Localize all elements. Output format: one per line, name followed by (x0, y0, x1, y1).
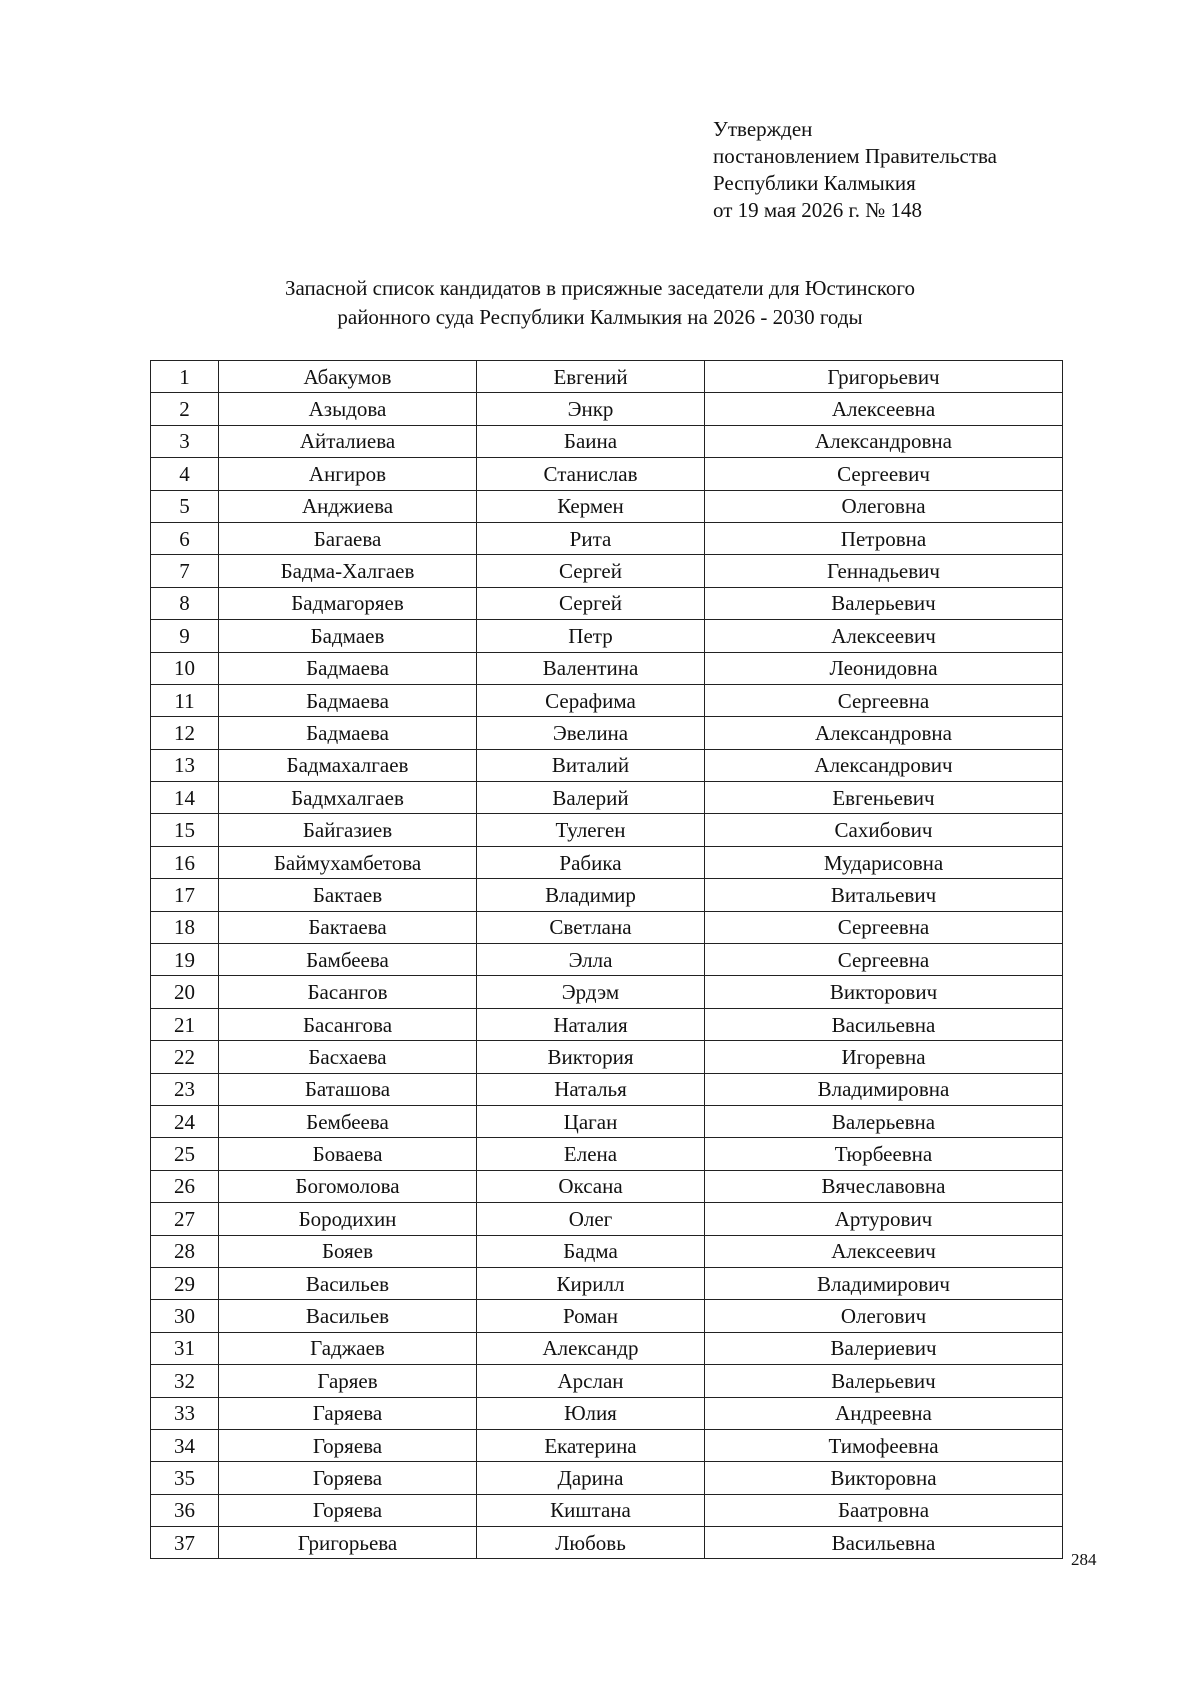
row-number: 3 (151, 425, 219, 457)
first-name-cell: Роман (477, 1300, 705, 1332)
patronymic-cell: Тюрбеевна (705, 1138, 1063, 1170)
table-row (151, 490, 1063, 522)
first-name-cell: Александр (477, 1332, 705, 1364)
patronymic-cell: Владимирович (705, 1267, 1063, 1299)
surname-cell: Горяева (219, 1429, 477, 1461)
table-row (151, 393, 1063, 425)
table-row (151, 1365, 1063, 1397)
row-number: 9 (151, 620, 219, 652)
row-number: 27 (151, 1203, 219, 1235)
patronymic-cell: Валериевич (705, 1332, 1063, 1364)
document-title (150, 274, 1050, 332)
surname-cell: Бояев (219, 1235, 477, 1267)
candidates-table (150, 360, 1063, 1559)
row-number: 34 (151, 1429, 219, 1461)
row-number: 11 (151, 684, 219, 716)
table-row (151, 425, 1063, 457)
table-row (151, 717, 1063, 749)
table-row (151, 1008, 1063, 1040)
first-name-cell: Серафима (477, 684, 705, 716)
first-name-cell: Эрдэм (477, 976, 705, 1008)
surname-cell: Бадма-Халгаев (219, 555, 477, 587)
surname-cell: Басангов (219, 976, 477, 1008)
approval-block (713, 116, 997, 224)
first-name-cell: Валентина (477, 652, 705, 684)
patronymic-cell: Сергеевна (705, 944, 1063, 976)
row-number: 13 (151, 749, 219, 781)
first-name-cell: Сергей (477, 587, 705, 619)
surname-cell: Бадмахалгаев (219, 749, 477, 781)
surname-cell: Бадмаева (219, 717, 477, 749)
patronymic-cell: Мударисовна (705, 846, 1063, 878)
patronymic-cell: Сергеевна (705, 911, 1063, 943)
patronymic-cell: Васильевна (705, 1527, 1063, 1559)
patronymic-cell: Владимировна (705, 1073, 1063, 1105)
surname-cell: Бадмаева (219, 684, 477, 716)
row-number: 33 (151, 1397, 219, 1429)
first-name-cell: Валерий (477, 782, 705, 814)
patronymic-cell: Сахибович (705, 814, 1063, 846)
row-number: 17 (151, 879, 219, 911)
first-name-cell: Виктория (477, 1041, 705, 1073)
row-number: 18 (151, 911, 219, 943)
row-number: 28 (151, 1235, 219, 1267)
first-name-cell: Арслан (477, 1365, 705, 1397)
row-number: 15 (151, 814, 219, 846)
surname-cell: Баймухамбетова (219, 846, 477, 878)
row-number: 20 (151, 976, 219, 1008)
first-name-cell: Наталия (477, 1008, 705, 1040)
first-name-cell: Олег (477, 1203, 705, 1235)
first-name-cell: Киштана (477, 1494, 705, 1526)
surname-cell: Бадмхалгаев (219, 782, 477, 814)
row-number: 21 (151, 1008, 219, 1040)
row-number: 32 (151, 1365, 219, 1397)
patronymic-cell: Валерьевна (705, 1105, 1063, 1137)
table-row (151, 1041, 1063, 1073)
table-row (151, 1462, 1063, 1494)
approval-line-2: постановлением Правительства (713, 144, 998, 168)
row-number: 6 (151, 522, 219, 554)
approval-line-3: Республики Калмыкия (713, 171, 916, 195)
table-row (151, 1267, 1063, 1299)
first-name-cell: Елена (477, 1138, 705, 1170)
first-name-cell: Наталья (477, 1073, 705, 1105)
table-row (151, 911, 1063, 943)
patronymic-cell: Сергеевич (705, 458, 1063, 490)
row-number: 16 (151, 846, 219, 878)
surname-cell: Басангова (219, 1008, 477, 1040)
first-name-cell: Рабика (477, 846, 705, 878)
first-name-cell: Бадма (477, 1235, 705, 1267)
surname-cell: Боваева (219, 1138, 477, 1170)
table-row (151, 587, 1063, 619)
approval-line-4: от 19 мая 2026 г. № 148 (713, 198, 923, 222)
patronymic-cell: Александровна (705, 425, 1063, 457)
surname-cell: Бадмаев (219, 620, 477, 652)
table-row (151, 814, 1063, 846)
patronymic-cell: Игоревна (705, 1041, 1063, 1073)
patronymic-cell: Тимофеевна (705, 1429, 1063, 1461)
row-number: 12 (151, 717, 219, 749)
surname-cell: Богомолова (219, 1170, 477, 1202)
table-row (151, 1170, 1063, 1202)
first-name-cell: Екатерина (477, 1429, 705, 1461)
row-number: 2 (151, 393, 219, 425)
surname-cell: Бактаев (219, 879, 477, 911)
table-row (151, 458, 1063, 490)
surname-cell: Васильев (219, 1267, 477, 1299)
patronymic-cell: Алексеевич (705, 1235, 1063, 1267)
document-title-line-2: районного суда Республики Калмыкия на 2026 - 2030 годы (337, 305, 863, 329)
row-number: 36 (151, 1494, 219, 1526)
first-name-cell: Кирилл (477, 1267, 705, 1299)
patronymic-cell: Алексеевна (705, 393, 1063, 425)
first-name-cell: Юлия (477, 1397, 705, 1429)
surname-cell: Анджиева (219, 490, 477, 522)
row-number: 30 (151, 1300, 219, 1332)
patronymic-cell: Васильевна (705, 1008, 1063, 1040)
row-number: 22 (151, 1041, 219, 1073)
row-number: 25 (151, 1138, 219, 1170)
patronymic-cell: Александрович (705, 749, 1063, 781)
document-title-line-1: Запасной список кандидатов в присяжные заседатели для Юстинского (284, 276, 916, 300)
candidates-table-body (151, 361, 1063, 1559)
first-name-cell: Оксана (477, 1170, 705, 1202)
first-name-cell: Дарина (477, 1462, 705, 1494)
surname-cell: Баташова (219, 1073, 477, 1105)
first-name-cell: Любовь (477, 1527, 705, 1559)
first-name-cell: Кермен (477, 490, 705, 522)
row-number: 24 (151, 1105, 219, 1137)
surname-cell: Бородихин (219, 1203, 477, 1235)
patronymic-cell: Витальевич (705, 879, 1063, 911)
table-row (151, 749, 1063, 781)
table-row (151, 1073, 1063, 1105)
first-name-cell: Петр (477, 620, 705, 652)
first-name-cell: Эвелина (477, 717, 705, 749)
page-number: 284 (1071, 1550, 1097, 1569)
table-row (151, 1203, 1063, 1235)
patronymic-cell: Викторович (705, 976, 1063, 1008)
first-name-cell: Евгений (477, 361, 705, 393)
first-name-cell: Светлана (477, 911, 705, 943)
row-number: 14 (151, 782, 219, 814)
surname-cell: Бадмаева (219, 652, 477, 684)
table-row (151, 1105, 1063, 1137)
first-name-cell: Тулеген (477, 814, 705, 846)
patronymic-cell: Александровна (705, 717, 1063, 749)
table-row (151, 1138, 1063, 1170)
surname-cell: Горяева (219, 1494, 477, 1526)
row-number: 37 (151, 1527, 219, 1559)
surname-cell: Бактаева (219, 911, 477, 943)
table-row (151, 620, 1063, 652)
row-number: 10 (151, 652, 219, 684)
patronymic-cell: Андреевна (705, 1397, 1063, 1429)
table-row (151, 944, 1063, 976)
patronymic-cell: Геннадьевич (705, 555, 1063, 587)
surname-cell: Васильев (219, 1300, 477, 1332)
surname-cell: Абакумов (219, 361, 477, 393)
row-number: 23 (151, 1073, 219, 1105)
row-number: 35 (151, 1462, 219, 1494)
row-number: 1 (151, 361, 219, 393)
surname-cell: Ангиров (219, 458, 477, 490)
first-name-cell: Рита (477, 522, 705, 554)
table-row (151, 652, 1063, 684)
table-row (151, 1429, 1063, 1461)
surname-cell: Гаряев (219, 1365, 477, 1397)
surname-cell: Горяева (219, 1462, 477, 1494)
table-row (151, 555, 1063, 587)
first-name-cell: Энкр (477, 393, 705, 425)
first-name-cell: Сергей (477, 555, 705, 587)
surname-cell: Гаджаев (219, 1332, 477, 1364)
table-row (151, 684, 1063, 716)
surname-cell: Григорьева (219, 1527, 477, 1559)
surname-cell: Бембеева (219, 1105, 477, 1137)
table-row (151, 1397, 1063, 1429)
row-number: 29 (151, 1267, 219, 1299)
table-row (151, 1235, 1063, 1267)
table-row (151, 1332, 1063, 1364)
surname-cell: Багаева (219, 522, 477, 554)
first-name-cell: Виталий (477, 749, 705, 781)
patronymic-cell: Артурович (705, 1203, 1063, 1235)
table-row (151, 1494, 1063, 1526)
table-row (151, 1527, 1063, 1559)
patronymic-cell: Сергеевна (705, 684, 1063, 716)
approval-line-1: Утвержден (713, 117, 813, 141)
patronymic-cell: Алексеевич (705, 620, 1063, 652)
row-number: 8 (151, 587, 219, 619)
table-row (151, 976, 1063, 1008)
row-number: 19 (151, 944, 219, 976)
row-number: 26 (151, 1170, 219, 1202)
table-row (151, 846, 1063, 878)
patronymic-cell: Викторовна (705, 1462, 1063, 1494)
table-row (151, 361, 1063, 393)
patronymic-cell: Баатровна (705, 1494, 1063, 1526)
first-name-cell: Баина (477, 425, 705, 457)
patronymic-cell: Олеговна (705, 490, 1063, 522)
patronymic-cell: Евгеньевич (705, 782, 1063, 814)
table-row (151, 782, 1063, 814)
surname-cell: Гаряева (219, 1397, 477, 1429)
patronymic-cell: Леонидовна (705, 652, 1063, 684)
surname-cell: Басхаева (219, 1041, 477, 1073)
table-row (151, 522, 1063, 554)
patronymic-cell: Григорьевич (705, 361, 1063, 393)
surname-cell: Бамбеева (219, 944, 477, 976)
patronymic-cell: Петровна (705, 522, 1063, 554)
row-number: 31 (151, 1332, 219, 1364)
row-number: 7 (151, 555, 219, 587)
surname-cell: Байгазиев (219, 814, 477, 846)
row-number: 4 (151, 458, 219, 490)
patronymic-cell: Олегович (705, 1300, 1063, 1332)
patronymic-cell: Вячеславовна (705, 1170, 1063, 1202)
surname-cell: Бадмагоряев (219, 587, 477, 619)
patronymic-cell: Валерьевич (705, 587, 1063, 619)
first-name-cell: Владимир (477, 879, 705, 911)
patronymic-cell: Валерьевич (705, 1365, 1063, 1397)
first-name-cell: Цаган (477, 1105, 705, 1137)
row-number: 5 (151, 490, 219, 522)
first-name-cell: Элла (477, 944, 705, 976)
table-row (151, 879, 1063, 911)
surname-cell: Айталиева (219, 425, 477, 457)
surname-cell: Азыдова (219, 393, 477, 425)
first-name-cell: Станислав (477, 458, 705, 490)
table-row (151, 1300, 1063, 1332)
